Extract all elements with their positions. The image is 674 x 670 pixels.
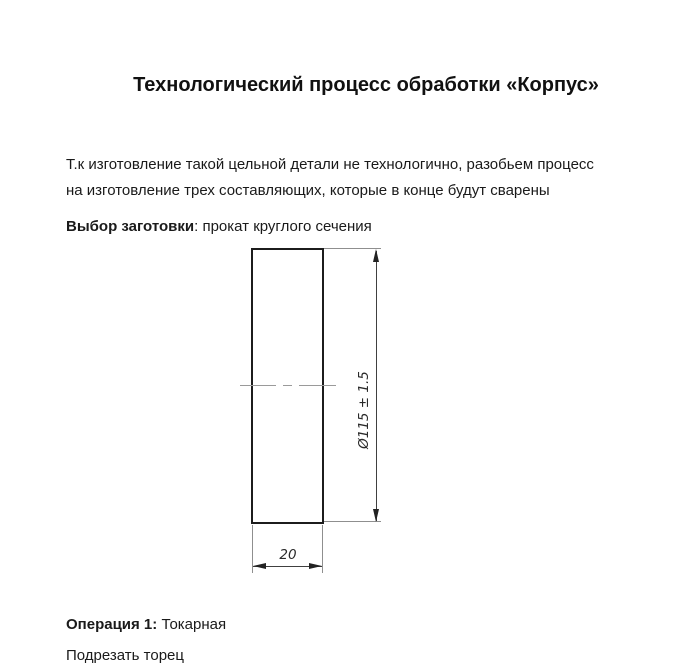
extension-line-top [324, 248, 381, 249]
extension-line-bottom [324, 521, 381, 522]
intro-line-1: Т.к изготовление такой цельной детали не технологично, разобьем процесс [66, 156, 594, 173]
arrow-left-icon [253, 563, 266, 569]
operation-line [66, 616, 226, 633]
length-dimension-line [253, 566, 322, 567]
arrow-right-icon [309, 563, 322, 569]
length-dimension-label: 20 [279, 547, 297, 563]
center-line [240, 385, 336, 386]
blank-selection-line [66, 218, 372, 235]
blank-selection-value: : прокат круглого сечения [194, 218, 372, 235]
blank-selection-label: Выбор заготовки [66, 218, 195, 235]
arrow-up-icon [373, 249, 379, 262]
intro-paragraph [66, 152, 594, 204]
arrow-down-icon [373, 509, 379, 522]
operation-label: Операция 1: [66, 616, 158, 633]
page-title: Технологический процесс обработки «Корпус» [133, 74, 599, 96]
extension-line-lower-right [322, 525, 323, 573]
operation-value: Токарная [157, 616, 227, 633]
extension-line-lower-left [252, 525, 253, 573]
part-outline-rect [251, 248, 324, 524]
diameter-dimension-label: Ø115 ± 1.5 [356, 371, 372, 449]
operation-step: Подрезать торец [66, 647, 184, 664]
intro-line-2: на изготовление трех составляющих, которые в конце будут сварены [66, 182, 550, 199]
diameter-dimension-line [376, 251, 377, 521]
